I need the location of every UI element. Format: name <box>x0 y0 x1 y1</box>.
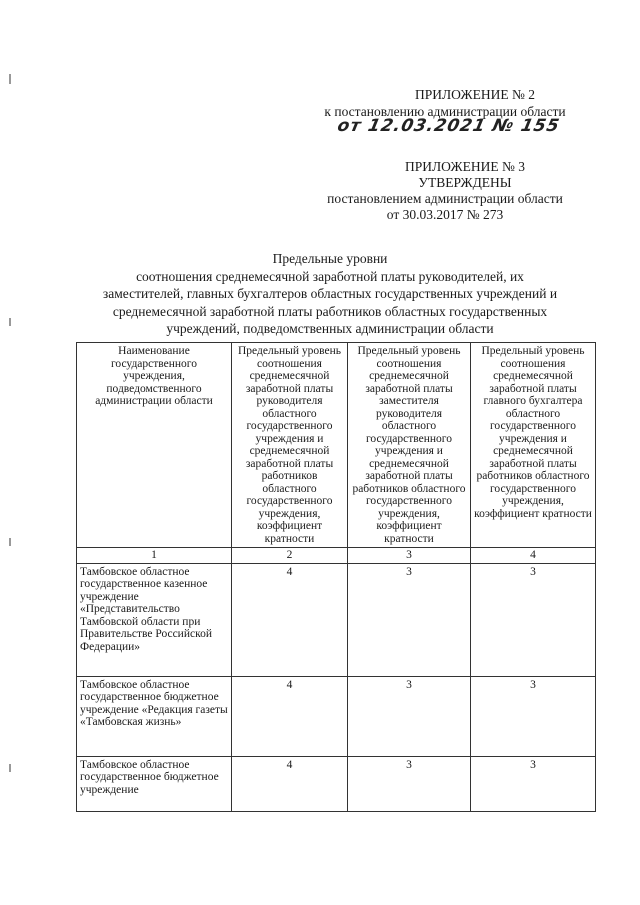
column-number: 3 <box>348 548 471 564</box>
scan-margin-mark <box>9 318 11 326</box>
appendix-2-title: ПРИЛОЖЕНИЕ № 2 <box>414 87 536 102</box>
approved-label: УТВЕРЖДЕНЫ <box>418 175 512 190</box>
institution-name: Тамбовское областное государственное бюджетное учреждение <box>77 756 232 811</box>
column-number: 4 <box>471 548 596 564</box>
head-ratio: 4 <box>232 563 348 676</box>
title-line: заместителей, главных бухгалтеров областных государственных учреждений и <box>102 286 558 301</box>
header-deputy-ratio: Предельный уровень соотношения среднемесячной заработной платы заместителя руководителя областного государственного учреждения и среднемесячной заработной платы работников областного государственного учреждения, коэффициент кратности <box>348 343 471 548</box>
head-ratio: 4 <box>232 756 348 811</box>
accountant-ratio: 3 <box>471 676 596 756</box>
appendix-3-title: ПРИЛОЖЕНИЕ № 3 <box>404 159 526 174</box>
deputy-ratio: 3 <box>348 563 471 676</box>
scan-margin-mark <box>9 538 11 546</box>
deputy-ratio: 3 <box>348 756 471 811</box>
header-accountant-ratio: Предельный уровень соотношения среднемесячной заработной платы главного бухгалтера областного государственного учреждения и среднемесячной заработной платы работников областного государственного учреждения, коэффициент кратности <box>471 343 596 548</box>
document-title <box>60 250 600 338</box>
title-line: Предельные уровни <box>272 251 388 266</box>
column-number-row <box>77 548 596 564</box>
scan-margin-mark <box>9 764 11 772</box>
limits-table <box>76 342 596 812</box>
table-row <box>77 756 596 811</box>
deputy-ratio: 3 <box>348 676 471 756</box>
table-row <box>77 676 596 756</box>
table-header-row <box>77 343 596 548</box>
title-line: соотношения среднемесячной заработной платы руководителей, их <box>136 268 524 284</box>
accountant-ratio: 3 <box>471 563 596 676</box>
head-ratio: 4 <box>232 676 348 756</box>
header-institution: Наименование государственного учреждения, подведомственного администрации области <box>77 343 232 548</box>
approved-by: постановлением администрации области <box>327 191 563 206</box>
accountant-ratio: 3 <box>471 756 596 811</box>
header-head-ratio: Предельный уровень соотношения среднемесячной заработной платы руководителя областного государственного учреждения и среднемесячной заработной платы работников областного государственного учреждения, коэффициент кратности <box>232 343 348 548</box>
appendix-2-subtitle: к постановлению администрации области <box>324 104 566 119</box>
approved-date: от 30.03.2017 № 273 <box>386 207 504 222</box>
handwritten-date: от 12.03.2021 № 155 <box>335 116 562 136</box>
column-number: 1 <box>77 548 232 564</box>
title-line: учреждений, подведомственных администрации области <box>166 321 494 336</box>
column-number: 2 <box>232 548 348 564</box>
title-line: среднемесячной заработной платы работников областных государственных <box>112 303 548 319</box>
scan-margin-mark <box>9 74 11 84</box>
institution-name: Тамбовское областное государственное казенное учреждение «Представительство Тамбовской области при Правительстве Российской Федерации» <box>77 563 232 676</box>
institution-name: Тамбовское областное государственное бюджетное учреждение «Редакция газеты «Тамбовская жизнь» <box>77 676 232 756</box>
table-row <box>77 563 596 676</box>
